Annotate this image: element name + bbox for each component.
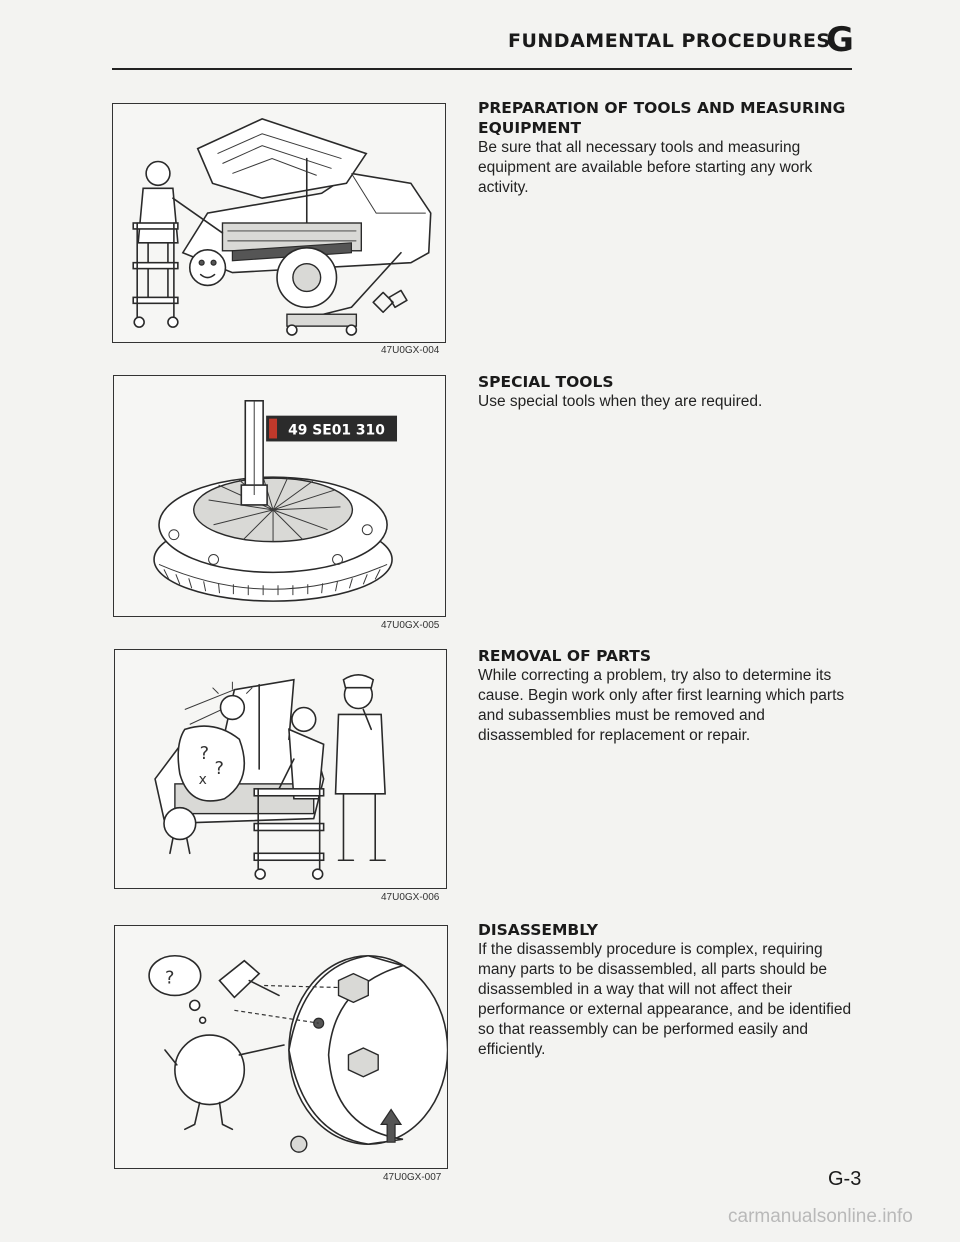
figure-code: 47U0GX-007 <box>383 1172 442 1183</box>
section-body: If the disassembly procedure is complex, requiring many parts to be disassembled, all parts should be disassembled in a way that will not affect their performance or external appearance, and be identified so that reassembly can be performed easily and efficiently. <box>478 941 852 1058</box>
svg-text:?: ? <box>164 967 175 989</box>
section-body: Be sure that all necessary tools and measuring equipment are available before starting any work activity. <box>478 139 813 196</box>
section-heading: SPECIAL TOOLS <box>478 373 614 391</box>
section-heading: DISASSEMBLY <box>478 921 598 939</box>
tool-number-label: 49 SE01 310 <box>288 422 385 439</box>
section-heading: PREPARATION OF TOOLS AND MEASURING EQUIPMENT <box>478 99 846 137</box>
figure-special-tool <box>113 375 446 617</box>
page-number: G-3 <box>828 1168 862 1190</box>
figure-code: 47U0GX-004 <box>381 345 440 356</box>
section-heading: REMOVAL OF PARTS <box>478 647 651 665</box>
section-preparation <box>478 98 858 198</box>
svg-text:?: ? <box>199 743 210 765</box>
figure-removal <box>114 649 447 889</box>
page-header-title: FUNDAMENTAL PROCEDURES <box>508 30 831 52</box>
section-letter: G <box>826 20 854 60</box>
svg-text:?: ? <box>214 757 225 779</box>
header-rule <box>112 68 852 70</box>
watermark: carmanualsonline.info <box>728 1206 913 1227</box>
figure-disassembly <box>114 925 448 1169</box>
figure-code: 47U0GX-005 <box>381 620 440 631</box>
figure-tools-preparation <box>112 103 446 343</box>
section-removal <box>478 646 858 746</box>
figure-code: 47U0GX-006 <box>381 892 440 903</box>
section-body: While correcting a problem, try also to determine its cause. Begin work only after first learning which parts and subassemblies must be removed and disassembled for replacement or repair. <box>478 667 845 744</box>
section-body: Use special tools when they are required. <box>478 393 763 410</box>
section-special-tools <box>478 372 858 412</box>
section-disassembly <box>478 920 858 1060</box>
svg-text:x: x <box>198 771 207 788</box>
